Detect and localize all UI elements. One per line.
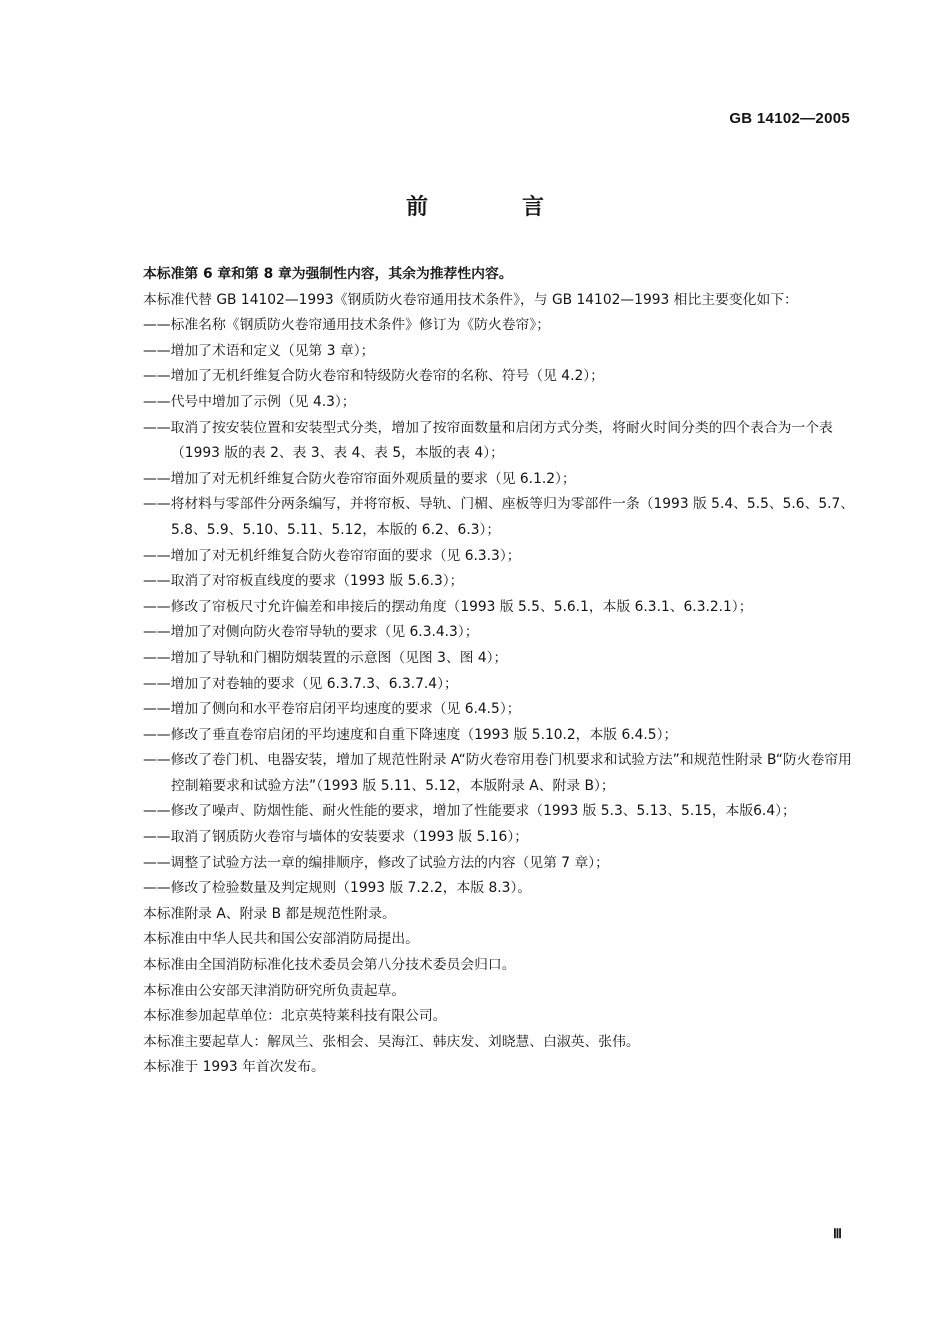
list-item: ——将材料与零部件分两条编写，并将帘板、导轨、门楣、座板等归为零部件一条（1993 版 5.4、5.5、5.6、5.7、5.8、5.9、5.10、5.11、5.12，本版的 6.2、6.3）； [143,496,855,538]
drafters-statement: 本标准主要起草人：解凤兰、张相会、吴海江、韩庆发、刘晓慧、白淑英、张伟。 [143,1033,640,1050]
list-item: ——取消了按安装位置和安装型式分类，增加了按帘面数量和启闭方式分类，将耐火时间分类的四个表合为一个表（1993 版的表 2、表 3、表 4、表 5，本版的表 4）； [143,419,833,462]
list-item: ——修改了噪声、防烟性能、耐火性能的要求，增加了性能要求（1993 版 5.3、5.13、5.15，本版6.4）； [143,803,796,820]
proposer-statement: 本标准由中华人民共和国公安部消防局提出。 [143,931,419,948]
list-item: ——调整了试验方法一章的编排顺序，修改了试验方法的内容（见第 7 章）； [143,854,609,871]
list-item: ——增加了术语和定义（见第 3 章）； [143,342,375,359]
list-item: ——取消了对帘板直线度的要求（1993 版 5.6.3）； [143,573,464,590]
document-code: GB 14102—2005 [729,110,850,127]
committee-statement: 本标准由全国消防标准化技术委员会第八分技术委员会归口。 [143,957,516,974]
replacement-statement: 本标准代替 GB 14102—1993《钢质防火卷帘通用技术条件》，与 GB 14102—1993 相比主要变化如下： [143,291,798,308]
list-item: ——增加了无机纤维复合防火卷帘和特级防火卷帘的名称、符号（见 4.2）； [143,368,604,385]
list-item: ——增加了对无机纤维复合防火卷帘帘面外观质量的要求（见 6.1.2）； [143,470,576,487]
list-item: ——修改了帘板尺寸允许偏差和串接后的摆动角度（1993 版 5.5、5.6.1，本版 6.3.1、6.3.2.1）； [143,598,753,615]
list-item: ——增加了侧向和水平卷帘启闭平均速度的要求（见 6.4.5）； [143,701,521,718]
list-item: ——取消了钢质防火卷帘与墙体的安装要求（1993 版 5.16）； [143,829,529,846]
list-item: ——代号中增加了示例（见 4.3）； [143,393,356,410]
page-title: 前 言 [405,195,580,220]
drafting-org-statement: 本标准由公安部天津消防研究所负责起草。 [143,982,406,999]
foreword-body [115,262,855,1081]
list-item: ——标准名称《钢质防火卷帘通用技术条件》修订为《防火卷帘》； [143,317,551,334]
list-item: ——增加了对侧向防火卷帘导轨的要求（见 6.3.4.3）； [143,624,479,641]
first-publication-statement: 本标准于 1993 年首次发布。 [143,1059,325,1076]
participating-org-statement: 本标准参加起草单位：北京英特莱科技有限公司。 [143,1008,447,1025]
page-number: Ⅲ [833,1226,842,1241]
list-item: ——修改了检验数量及判定规则（1993 版 7.2.2，本版 8.3）。 [143,880,532,897]
list-item: ——修改了卷门机、电器安装，增加了规范性附录 A“防火卷帘用卷门机要求和试验方法”和规范性附录 B“防火卷帘用控制箱要求和试验方法”（1993 版 5.11、5.12，本版附录 A、附录 B）； [143,752,852,794]
list-item: ——增加了对卷轴的要求（见 6.3.7.3、6.3.7.4）； [143,675,458,692]
list-item: ——增加了导轨和门楣防烟装置的示意图（见图 3、图 4）； [143,649,508,666]
mandatory-clause-statement: 本标准第 6 章和第 8 章为强制性内容，其余为推荐性内容。 [143,266,513,282]
annex-statement: 本标准附录 A、附录 B 都是规范性附录。 [143,905,396,922]
list-item: ——修改了垂直卷帘启闭的平均速度和自重下降速度（1993 版 5.10.2，本版 6.4.5）； [143,726,678,743]
list-item: ——增加了对无机纤维复合防火卷帘帘面的要求（见 6.3.3）； [143,547,521,564]
changes-list [115,313,855,902]
